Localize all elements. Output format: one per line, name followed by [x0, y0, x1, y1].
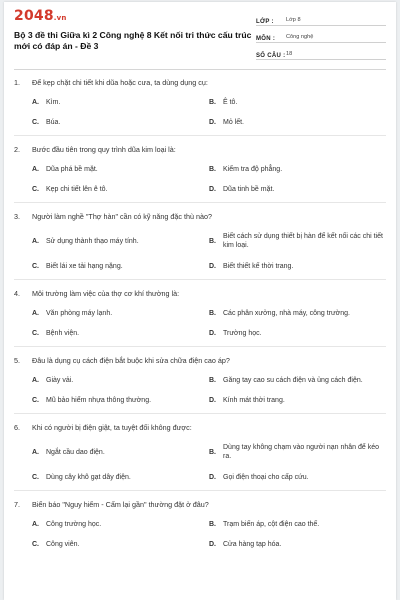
answer-option[interactable] — [209, 394, 386, 406]
question-list — [14, 78, 386, 550]
option-letter: B. — [209, 165, 216, 173]
option-letter: D. — [209, 329, 216, 337]
option-text: Mũ bảo hiểm nhựa thông thường. — [46, 396, 152, 404]
question-7 — [14, 500, 386, 550]
question-number: 2. — [14, 145, 20, 154]
question-number: 3. — [14, 212, 20, 221]
option-text: Biết cách sử dụng thiết bị hàn để kết nối các chi tiết kim loại. — [223, 233, 383, 249]
answer-option[interactable] — [209, 116, 386, 128]
option-letter: B. — [209, 520, 216, 528]
option-letter: A. — [32, 237, 39, 245]
option-text: Giày vải. — [46, 376, 74, 384]
answer-option[interactable] — [32, 163, 209, 175]
option-text: Trạm biến áp, cột điện cao thế. — [223, 520, 320, 528]
question-divider — [14, 135, 386, 136]
option-letter: C. — [32, 473, 39, 481]
meta-key: SỐ CÂU : — [256, 53, 286, 59]
option-letter: A. — [32, 520, 39, 528]
question-number: 4. — [14, 289, 20, 298]
answer-option[interactable] — [32, 394, 209, 406]
answer-options — [32, 96, 386, 128]
answer-option[interactable] — [32, 441, 209, 463]
option-letter: B. — [209, 376, 216, 384]
option-text: Trường học. — [223, 329, 262, 337]
meta-row-count — [256, 46, 386, 60]
meta-value: Lớp 8 — [286, 17, 301, 23]
option-letter: D. — [209, 262, 216, 270]
answer-option[interactable] — [32, 374, 209, 386]
option-text: Ngắt cầu dao điện. — [46, 448, 105, 456]
answer-option[interactable] — [209, 518, 386, 530]
question-4 — [14, 289, 386, 339]
option-text: Dùng tay không chạm vào người nạn nhân để kéo ra. — [223, 444, 379, 460]
answer-option[interactable] — [209, 471, 386, 483]
answer-option[interactable] — [209, 183, 386, 195]
option-text: Cửa hàng tạp hóa. — [223, 540, 282, 548]
answer-options — [32, 374, 386, 406]
option-letter: B. — [209, 98, 216, 106]
answer-options — [32, 307, 386, 339]
meta-key: MÔN : — [256, 36, 276, 42]
option-letter: A. — [32, 165, 39, 173]
question-3 — [14, 212, 386, 272]
question-divider — [14, 490, 386, 491]
option-letter: C. — [32, 118, 39, 126]
meta-value: Công nghệ — [286, 34, 314, 40]
question-stem — [14, 500, 386, 510]
answer-option[interactable] — [209, 374, 386, 386]
question-stem — [14, 145, 386, 155]
option-text: Biết thiết kế thời trang. — [223, 262, 294, 270]
meta-value: 18 — [286, 51, 293, 57]
question-number: 5. — [14, 356, 20, 365]
option-letter: A. — [32, 448, 39, 456]
option-text: Ê tô. — [223, 98, 238, 106]
question-stem — [14, 423, 386, 433]
option-letter: D. — [209, 473, 216, 481]
question-text: Môi trường làm việc của thợ cơ khí thường là: — [32, 289, 180, 298]
answer-option[interactable] — [32, 260, 209, 272]
question-6 — [14, 423, 386, 483]
option-text: Công viên. — [46, 540, 80, 548]
option-letter: D. — [209, 396, 216, 404]
document-title: Bộ 3 đề thi Giữa kì 2 Công nghệ 8 Kết nối tri thức cấu trúc mới có đáp án - Đề 3 — [14, 30, 252, 51]
option-text: Dũa tinh bề mặt. — [223, 185, 275, 193]
option-letter: A. — [32, 309, 39, 317]
answer-option[interactable] — [32, 327, 209, 339]
option-letter: D. — [209, 118, 216, 126]
logo-main: 2048 — [14, 8, 54, 24]
answer-option[interactable] — [209, 260, 386, 272]
answer-option[interactable] — [209, 230, 386, 252]
meta-key: LỚP : — [256, 19, 274, 25]
answer-options — [32, 163, 386, 195]
answer-options — [32, 518, 386, 550]
answer-option[interactable] — [209, 163, 386, 175]
question-text: Biển báo "Nguy hiểm - Cấm lại gần" thường đặt ở đâu? — [32, 500, 209, 509]
question-number: 1. — [14, 78, 20, 87]
question-divider — [14, 346, 386, 347]
question-stem — [14, 356, 386, 366]
option-letter: C. — [32, 329, 39, 337]
option-text: Sử dụng thành thạo máy tính. — [46, 237, 139, 245]
option-letter: C. — [32, 396, 39, 404]
answer-option[interactable] — [209, 538, 386, 550]
option-text: Gọi điện thoại cho cấp cứu. — [223, 473, 309, 481]
question-divider — [14, 202, 386, 203]
document-header — [4, 2, 396, 64]
option-text: Văn phòng máy lạnh. — [46, 309, 113, 317]
option-text: Biết lái xe tải hạng nặng. — [46, 262, 123, 270]
answer-option[interactable] — [32, 307, 209, 319]
option-letter: D. — [209, 185, 216, 193]
option-text: Bệnh viện. — [46, 329, 80, 337]
option-letter: C. — [32, 540, 39, 548]
option-letter: A. — [32, 376, 39, 384]
answer-option[interactable] — [32, 116, 209, 128]
question-text: Người làm nghề "Thợ hàn" cần có kỹ năng đặc thù nào? — [32, 212, 212, 221]
answer-option[interactable] — [32, 471, 209, 483]
question-stem — [14, 78, 386, 88]
option-letter: B. — [209, 309, 216, 317]
header-divider — [14, 69, 386, 70]
meta-info — [256, 12, 386, 63]
answer-option[interactable] — [32, 230, 209, 252]
answer-option[interactable] — [32, 183, 209, 195]
answer-option[interactable] — [32, 518, 209, 530]
option-letter: C. — [32, 185, 39, 193]
question-stem — [14, 212, 386, 222]
question-number: 6. — [14, 423, 20, 432]
option-text: Dũa phá bề mặt. — [46, 165, 98, 173]
option-text: Găng tay cao su cách điện và ủng cách điện. — [223, 376, 363, 384]
answer-option[interactable] — [32, 538, 209, 550]
option-letter: B. — [209, 448, 216, 456]
meta-row-class — [256, 12, 386, 26]
question-2 — [14, 145, 386, 195]
answer-option[interactable] — [209, 96, 386, 108]
option-text: Dùng cây khô gạt dây điện. — [46, 473, 131, 481]
meta-row-subject — [256, 29, 386, 43]
option-letter: B. — [209, 237, 216, 245]
question-number: 7. — [14, 500, 20, 509]
option-text: Mỏ lết. — [223, 118, 245, 126]
option-text: Kính mát thời trang. — [223, 396, 285, 404]
question-divider — [14, 413, 386, 414]
option-text: Công trường học. — [46, 520, 102, 528]
option-text: Kìm. — [46, 98, 61, 106]
question-text: Để kẹp chặt chi tiết khi dũa hoặc cưa, ta dùng dụng cụ: — [32, 78, 208, 87]
document-page — [4, 2, 396, 600]
option-text: Các phân xưởng, nhà máy, công trường. — [223, 309, 350, 317]
question-text: Bước đầu tiên trong quy trình dũa kim loại là: — [32, 145, 176, 154]
answer-options — [32, 230, 386, 272]
question-1 — [14, 78, 386, 128]
question-text: Đâu là dụng cụ cách điện bắt buộc khi sửa chữa điện cao áp? — [32, 356, 230, 365]
option-letter: C. — [32, 262, 39, 270]
answer-option[interactable] — [209, 441, 386, 463]
option-text: Búa. — [46, 118, 61, 126]
answer-options — [32, 441, 386, 483]
question-5 — [14, 356, 386, 406]
answer-option[interactable] — [32, 96, 209, 108]
option-text: Kiểm tra độ phẳng. — [223, 165, 283, 173]
option-letter: D. — [209, 540, 216, 548]
question-stem — [14, 289, 386, 299]
answer-option[interactable] — [209, 307, 386, 319]
option-letter: A. — [32, 98, 39, 106]
question-text: Khi có người bị điện giật, ta tuyệt đối không được: — [32, 423, 192, 432]
answer-option[interactable] — [209, 327, 386, 339]
logo-suffix: .vn — [53, 14, 67, 22]
question-divider — [14, 279, 386, 280]
option-text: Kẹp chi tiết lên ê tô. — [46, 185, 108, 193]
